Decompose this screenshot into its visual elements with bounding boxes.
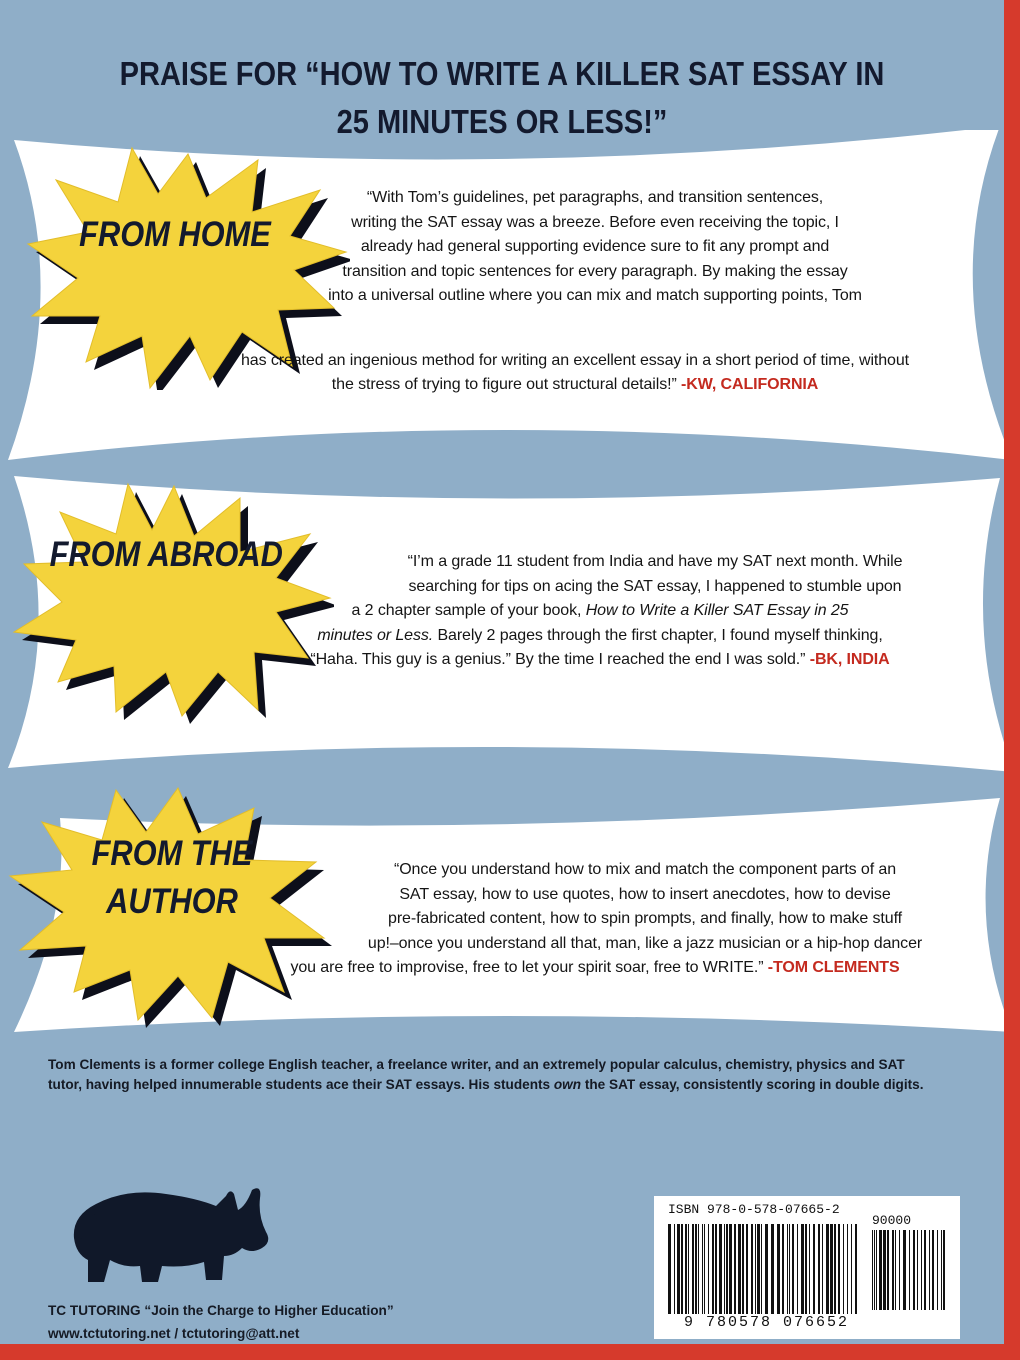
quote-from-home [270,186,920,309]
barcode-bar [855,1224,857,1314]
barcode-bar [830,1224,833,1314]
quote-from-author-tail [220,956,970,981]
barcode-bar [874,1230,875,1310]
attribution: -TOM CLEMENTS [767,959,900,976]
book-title: How to Write a Killer SAT Essay in 25 [585,602,849,619]
barcode-bar [813,1224,815,1314]
barcode-bar [757,1224,760,1314]
barcode-bar [738,1224,741,1314]
section-label: FROM HOME [79,215,271,254]
barcode-bar [771,1224,774,1314]
barcode-bar [742,1224,744,1314]
quote-line: “Once you understand how to mix and match the component parts of an [393,861,897,878]
barcode-bar [685,1224,687,1314]
barcode-bar [851,1224,852,1314]
quote-line: already had general supporting evidence sure to fit any prompt and [360,238,830,255]
barcode-bar [917,1230,918,1310]
barcode-bar [787,1224,788,1314]
barcode-bar [899,1230,900,1310]
barcode-bar [674,1224,675,1314]
heading-line-2: 25 MINUTES OR LESS!” [336,103,668,140]
barcode-bar [782,1224,784,1314]
barcode-bar [932,1230,934,1310]
barcode-bar [809,1224,810,1314]
barcode-main [668,1224,860,1314]
barcode-bar [755,1224,756,1314]
section-label: FROM THE AUTHOR [91,834,253,921]
quote-line: “Haha. This guy is a genius.” By the time I reached the end I was sold.” -BK, INDIA [310,651,890,668]
barcode-bar [734,1224,736,1314]
barcode-bar [887,1230,889,1310]
footer-tagline: TC TUTORING “Join the Charge to Higher Education” [48,1303,394,1318]
barcode-bar [937,1230,938,1310]
attribution: -KW, CALIFORNIA [681,376,819,393]
quote-from-abroad [380,550,930,599]
barcode-bar [895,1230,896,1310]
barcode-bar [765,1224,768,1314]
barcode-box [654,1196,960,1339]
author-bio: Tom Clements is a former college English teacher, a freelance writer, and an extremely popular calculus, chemistry, physics and SAT tutor, having helped innumerable students ace their SAT essays. His students own the SAT essay, consistently scoring in double digits. [48,1057,924,1092]
barcode-bar [843,1224,844,1314]
barcode-bar [715,1224,717,1314]
barcode-digits: 9 780578 076652 [684,1314,850,1331]
barcode-bar [834,1224,836,1314]
barcode-bar [921,1230,922,1310]
barcode-bar [698,1224,699,1314]
quote-line: up!–once you understand all that, man, like a jazz musician or a hip-hop dancer [367,934,923,952]
quote-line: minutes or Less. Barely 2 pages through the first chapter, I found myself thinking, [317,626,883,644]
barcode-bar [677,1224,680,1314]
quote-line: into a universal outline where you can mix and match supporting points, Tom [328,287,862,304]
barcode-bar [924,1230,926,1310]
rhino-icon [66,1176,274,1288]
attribution: -BK, INDIA [809,651,890,668]
barcode-bar [668,1224,671,1314]
barcode-bar [826,1224,829,1314]
burst-from-author [2,778,332,1033]
barcode-bar [688,1224,689,1314]
barcode-bar [929,1230,930,1310]
book-title: minutes or Less. [317,626,434,644]
section-label: FROM ABROAD [49,535,283,574]
quote-line: pre-fabricated content, how to spin prompts, and finally, how to make stuff [388,910,902,927]
barcode-bar [943,1230,945,1310]
barcode-bar [883,1230,886,1310]
quote-line: you are free to improvise, free to let your spirit soar, free to WRITE.” -TOM CLEMENTS [290,959,900,976]
barcode-bar [692,1224,694,1314]
barcode-bar [913,1230,915,1310]
barcode-bar [712,1224,714,1314]
footer-contact: www.tctutoring.net / tctutoring@att.net [48,1326,300,1341]
quote-from-abroad-tail [280,599,920,673]
barcode-bar [838,1224,840,1314]
quote-line: SAT essay, how to use quotes, how to insert anecdotes, how to devise [399,885,891,903]
barcode-bar [892,1230,894,1310]
barcode-bar [724,1224,725,1314]
barcode-bar [876,1230,877,1310]
barcode-bar [695,1224,697,1314]
quote-line: a 2 chapter sample of your book, How to Write a Killer SAT Essay in 25 [351,602,849,619]
quote-line: transition and topic sentences for every paragraph. By making the essay [342,262,848,280]
quote-line: writing the SAT essay was a breeze. Before even receiving the topic, I [351,213,839,231]
barcode-bar [777,1224,780,1314]
quote-line: “With Tom’s guidelines, pet paragraphs, and transition sentences, [366,189,824,206]
barcode-bar [941,1230,942,1310]
barcode-bar [801,1224,804,1314]
heading-line-1: PRAISE FOR “HOW TO WRITE A KILLER SAT ESSAY IN [119,55,885,92]
quote-line: “I’m a grade 11 student from India and have my SAT next month. While [407,553,903,570]
barcode-bar [708,1224,709,1314]
barcode-bar [822,1224,823,1314]
barcode-bar [872,1230,873,1310]
quote-line: the stress of trying to figure out structural details!” -KW, CALIFORNIA [331,376,819,393]
barcode-bar [805,1224,807,1314]
barcode-bar [761,1224,762,1314]
barcode-addon [872,1230,948,1320]
quote-line: has created an ingenious method for writing an excellent essay in a short period of time, without [240,351,909,369]
barcode-bar [879,1230,882,1310]
bio-emphasis: own [553,1077,582,1092]
barcode-bar [729,1224,732,1314]
price-code: 90000 [872,1213,912,1228]
barcode-bar [903,1230,906,1310]
isbn-text: ISBN 978-0-578-07665-2 [668,1202,840,1217]
quote-line: searching for tips on acing the SAT essay, I happened to stumble upon [408,577,902,595]
barcode-bar [726,1224,728,1314]
barcode-bar [789,1224,790,1314]
quote-from-home-tail [160,349,990,398]
barcode-bar [746,1224,748,1314]
barcode-bar [818,1224,820,1314]
barcode-bar [702,1224,703,1314]
barcode-bar [751,1224,753,1314]
barcode-bar [797,1224,798,1314]
barcode-bar [681,1224,683,1314]
barcode-bar [909,1230,910,1310]
barcode-bar [719,1224,722,1314]
barcode-bar [704,1224,705,1314]
quote-from-author [340,858,950,956]
barcode-bar [847,1224,848,1314]
barcode-bar [792,1224,794,1314]
